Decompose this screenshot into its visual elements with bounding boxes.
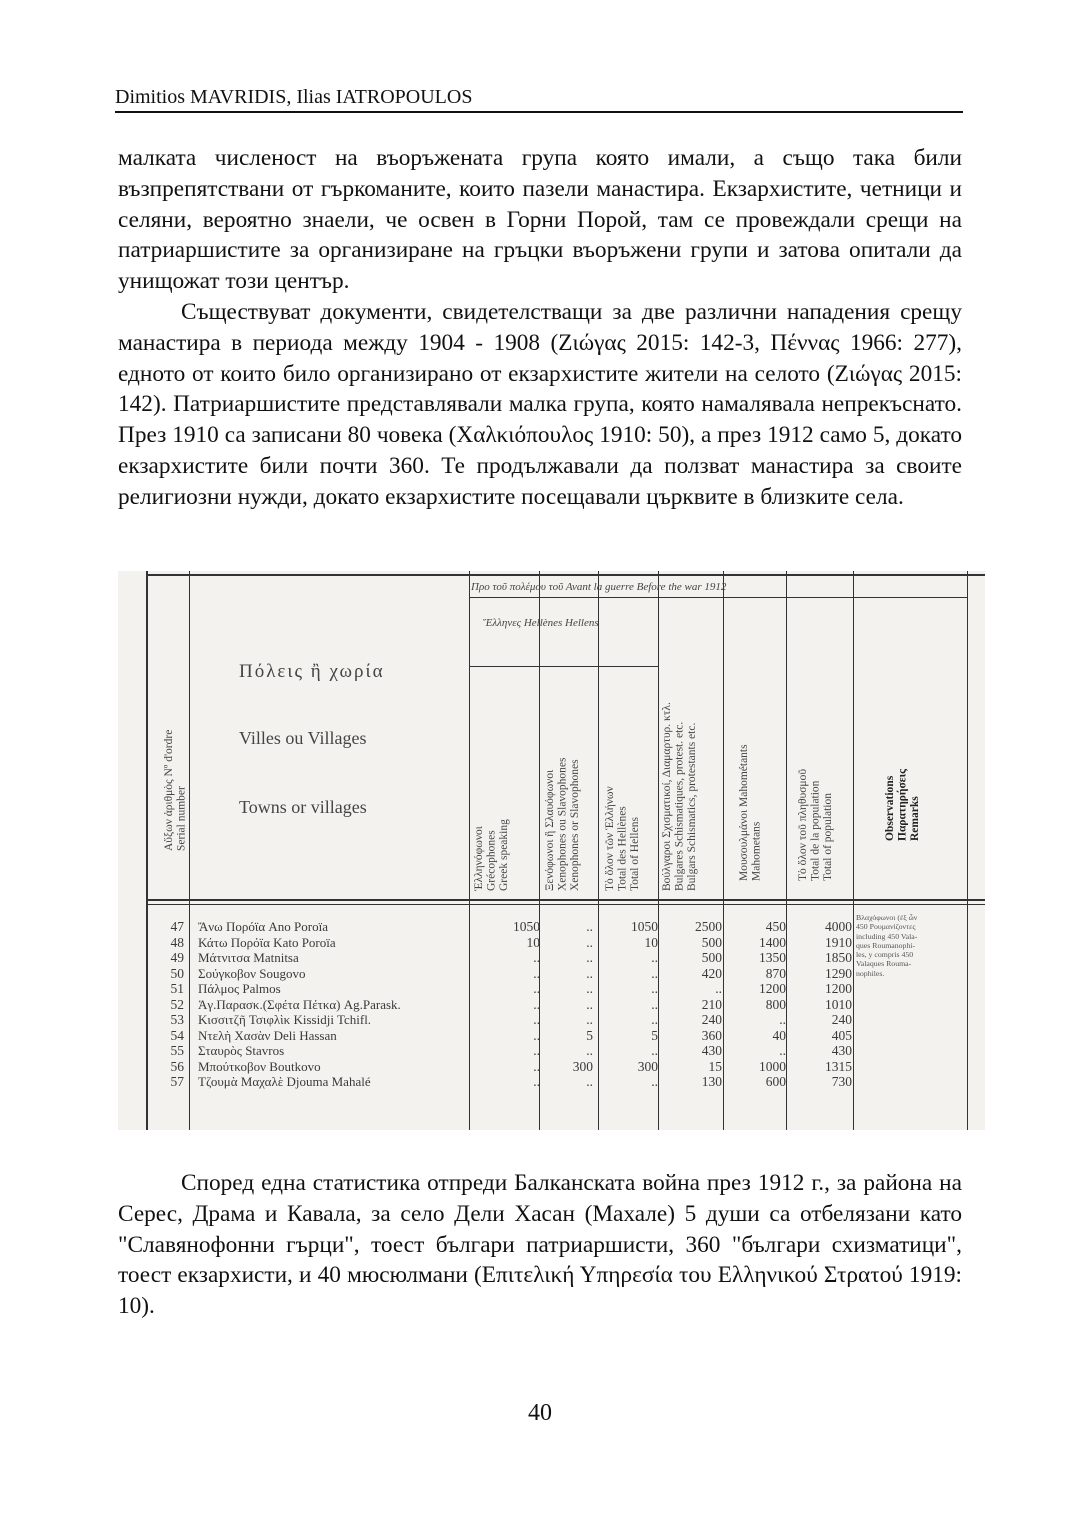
col-place-english: Towns or villages bbox=[239, 797, 367, 817]
col-moh-header: Μουσουλμάνοι Mahométants Mahometans bbox=[738, 744, 763, 881]
running-header bbox=[115, 86, 963, 113]
table-row: 52 Ἁγ.Παρασκ.(Σφέτα Πέτκα) Ag.Parask. .. .. .. 210 800 1010 bbox=[170, 996, 852, 1012]
col-total-hellenes-header: Τὸ ὅλον τῶν Ἑλλήνων Total des Hellènes Total of Hellens bbox=[604, 786, 641, 891]
header-authors: Dimitios MAVRIDIS, Ilias IATROPOULOS bbox=[115, 86, 473, 108]
paragraph-1: малката численост на въоръжената група която имали, а също така били възпрепятствани от гъркоманите, които пазели манастира. Екзархистите, четници и селяни, вероятно знаели, че освен в Горни Порой, там се провеждали срещи на патриаршистите за организиране на гръцки въоръжени групи и затова опитали да унищожат този център. bbox=[118, 145, 962, 295]
col-slav-header: Ξενόφωνοι ἢ Σλαυόφωνοι Xenophones ou Slavophones Xenophones or Slavophones bbox=[544, 757, 581, 891]
col-place-greek: Πόλεις ἢ χωρία bbox=[239, 661, 385, 682]
table-row: 49 Μάτνιτσα Matnitsa .. .. .. 500 1350 1850 bbox=[170, 950, 852, 965]
col-greek-header: Ἑλληνόφωνοι Grécophones Greek speaking bbox=[473, 819, 510, 891]
page-number: 40 bbox=[528, 1400, 552, 1426]
period-header: Προ τοῦ πολέμου τοῦ Avant la guerre Before the war 1912 bbox=[471, 581, 727, 593]
table-row: 48 Κάτω Πορόϊα Kato Poroïa 10 .. 10 500 1400 1910 bbox=[170, 934, 852, 950]
hellenes-header: Ἕλληνες Hellènes Hellens bbox=[483, 617, 599, 629]
table-row: 54 Ντελὴ Χασὰν Deli Hassan .. 5 5 360 40 405 bbox=[170, 1027, 852, 1043]
paragraph-3: Според една статистика отпреди Балканската война през 1912 г., за района на Серес, Драма и Кавала, за село Дели Хасан (Махале) 5 души са отбелязани като "Славянофонни гърци", тоест българи патриаршисти, 360 "българи схизматици", тоест екзархисти, и 40 мюсюлмани (Επιτελική Υπηρεσία του Ελληνικού Στρατού 1919: 10). bbox=[118, 1170, 962, 1320]
table-row: 47 Ἄνω Πορόϊα Ano Poroïa 1050 .. 1050 2500 450 4000 bbox=[170, 919, 852, 934]
table-row: 53 Κισσιτζῆ Τσιφλὶκ Kissidji Tchifl. .. .. .. 240 .. 240 bbox=[170, 1012, 852, 1027]
col-bulgars-header: Βούλγαροι Σχισματικοί, Διαμαρτυρ. κτλ. Bulgares Schismatiques, protest. etc. Bulgars Schismatics, protestants etc. bbox=[661, 702, 698, 891]
col-pop-header: Τὸ ὅλον τοῦ πληθυσμοῦ Total de la population Total of population bbox=[797, 768, 834, 881]
table-row: 56 Μπούτκοβον Boutkovo .. 300 300 15 1000 1315 bbox=[170, 1058, 852, 1074]
table-row: 51 Πάλμος Palmos .. .. .. .. 1200 1200 bbox=[170, 981, 852, 996]
col-remarks-header: Observations Παρατηρήσεις Remarks bbox=[884, 768, 921, 841]
table-row: 55 Σταυρὸς Stavros .. .. .. 430 .. 430 bbox=[170, 1043, 852, 1058]
table-row: 57 Τζουμὰ Μαχαλὲ Djouma Mahalé .. .. .. 130 600 730 bbox=[170, 1074, 852, 1089]
scanned-statistics-table bbox=[118, 571, 985, 1130]
paragraph-2: Съществуват документи, свидетелстващи за две различни нападения срещу манастира в периода между 1904 - 1908 (Ζιώγας 2015: 142-3, Πέννας 1966: 277), едното от които било организирано от екзархистите жители на селото (Ζιώγας 2015: 142). Патриаршистите представлявали малка група, която намалявала непрекъснато. През 1910 са записани 80 човека (Χαλκιόπουλος 1910: 50), а през 1912 само 5, докато екзархистите били почти 360. Те продължавали да ползват манастира за своите религиозни нужди, докато екзархистите посещавали църквите в близките села. bbox=[118, 299, 962, 510]
remarks-note: Βλαχόφωνοι (ἐξ ὧν 450 Ρουμανίζοντες including 450 Vala- ques Roumanophi- les, y compris 450 Valaques Rouma- nophiles. bbox=[856, 913, 918, 978]
table-row: 50 Σούγκοβον Sougovo .. .. .. 420 870 1290 bbox=[170, 965, 852, 981]
col-serial-header: Αὔξων ἀριθμὸς Nº d'ordre Serial number bbox=[163, 729, 188, 851]
col-place-french: Villes ou Villages bbox=[239, 728, 367, 748]
